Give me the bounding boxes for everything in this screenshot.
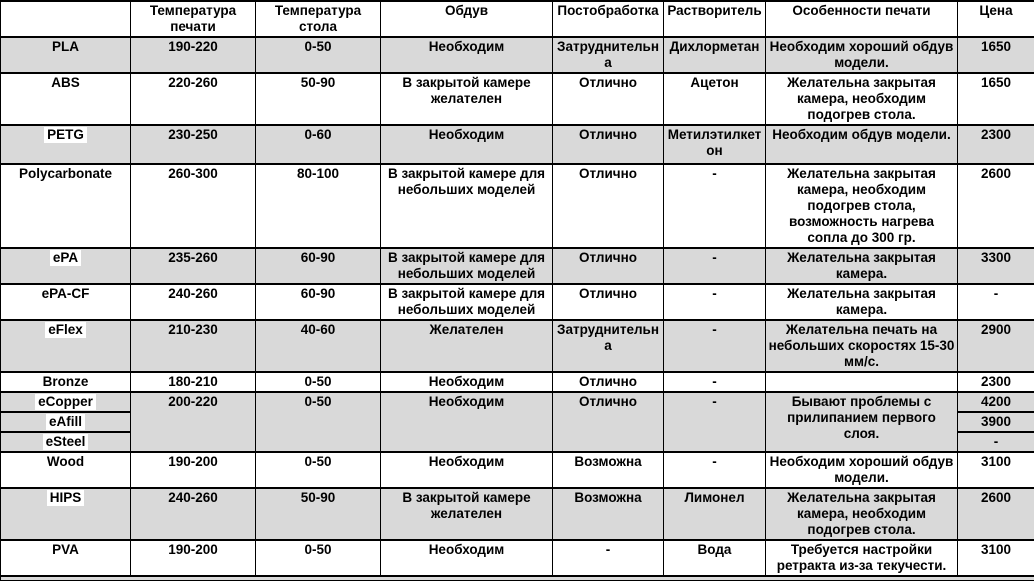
table-row — [1, 392, 1034, 412]
solvent-cell: - — [664, 392, 766, 452]
material-name-cell — [1, 73, 131, 125]
price-cell: - — [958, 284, 1034, 320]
material-name: eSteel — [43, 434, 89, 450]
temp-print-cell: 210-230 — [131, 320, 256, 372]
price-cell: 3300 — [958, 248, 1034, 284]
temp-print-cell: 240-260 — [131, 488, 256, 540]
solvent-cell: - — [664, 284, 766, 320]
material-name-cell — [1, 284, 131, 320]
temp-bed-cell: 0-50 — [256, 372, 381, 392]
cooling-cell: Необходим — [381, 37, 553, 73]
temp-print-cell: 235-260 — [131, 248, 256, 284]
price-cell: 4200 — [958, 392, 1034, 412]
table-row — [1, 488, 1034, 540]
temp-print-cell: 180-210 — [131, 372, 256, 392]
header-features: Особенности печати — [766, 1, 958, 37]
postprocessing-cell: Затруднительна — [553, 37, 664, 73]
temp-print-cell: 220-260 — [131, 73, 256, 125]
material-name-cell — [1, 412, 131, 432]
solvent-cell: Вода — [664, 540, 766, 576]
features-cell: Желательна закрытая камера. — [766, 284, 958, 320]
material-name-cell — [1, 452, 131, 488]
price-cell: 3100 — [958, 540, 1034, 576]
solvent-cell: Дихлорметан — [664, 37, 766, 73]
solvent-cell: - — [664, 372, 766, 392]
price-cell: 2300 — [958, 125, 1034, 164]
postprocessing-cell: Возможна — [553, 488, 664, 540]
material-name: ePA-CF — [41, 286, 90, 301]
features-cell: Бывают проблемы с прилипанием первого слоя. — [766, 392, 958, 452]
cooling-cell: В закрытой камере для небольших моделей — [381, 284, 553, 320]
temp-print-cell: 230-250 — [131, 125, 256, 164]
cooling-cell: В закрытой камере желателен — [381, 488, 553, 540]
material-name-cell — [1, 320, 131, 372]
postprocessing-cell: Отлично — [553, 372, 664, 392]
temp-print-cell: 190-220 — [131, 37, 256, 73]
table-row — [1, 248, 1034, 284]
material-name: ABS — [51, 75, 80, 90]
features-cell: Необходим хороший обдув модели. — [766, 37, 958, 73]
features-cell — [766, 372, 958, 392]
price-cell: 3900 — [958, 412, 1034, 432]
postprocessing-cell: Отлично — [553, 125, 664, 164]
material-name: PVA — [52, 542, 79, 557]
table-row — [1, 73, 1034, 125]
table-row — [1, 452, 1034, 488]
temp-print-cell: 260-300 — [131, 164, 256, 248]
material-name-cell — [1, 372, 131, 392]
solvent-cell: Лимонел — [664, 488, 766, 540]
material-name: Polycarbonate — [18, 166, 113, 181]
postprocessing-cell: Отлично — [553, 392, 664, 452]
table-row — [1, 125, 1034, 164]
solvent-cell: - — [664, 452, 766, 488]
temp-bed-cell: 0-50 — [256, 392, 381, 452]
features-cell: Желательна закрытая камера, необходим подогрев стола. — [766, 73, 958, 125]
solvent-cell: - — [664, 248, 766, 284]
cooling-cell: В закрытой камере для небольших моделей — [381, 164, 553, 248]
price-cell: 2600 — [958, 164, 1034, 248]
cooling-cell: В закрытой камере для небольших моделей — [381, 248, 553, 284]
solvent-cell: Ацетон — [664, 73, 766, 125]
cooling-cell: Желателен — [381, 320, 553, 372]
material-name: HIPS — [47, 490, 85, 506]
features-cell: Желательна закрытая камера, необходим подогрев стола, возможность нагрева сопла до 300 гр. — [766, 164, 958, 248]
temp-bed-cell: 50-90 — [256, 488, 381, 540]
material-name: PLA — [52, 39, 79, 54]
cooling-cell: В закрытой камере желателен — [381, 73, 553, 125]
price-cell: 3100 — [958, 452, 1034, 488]
table-row — [1, 37, 1034, 73]
features-cell: Желательна закрытая камера, необходим подогрев стола. — [766, 488, 958, 540]
postprocessing-cell: Затруднительна — [553, 320, 664, 372]
features-cell: Необходим обдув модели. — [766, 125, 958, 164]
cooling-cell: Необходим — [381, 452, 553, 488]
price-cell: 2600 — [958, 488, 1034, 540]
header-row — [1, 1, 1034, 37]
table-row — [1, 284, 1034, 320]
material-name-cell — [1, 392, 131, 412]
material-name-cell — [1, 432, 131, 452]
header-price: Цена — [958, 1, 1034, 37]
material-name: PETG — [44, 127, 87, 143]
postprocessing-cell: Отлично — [553, 73, 664, 125]
material-name-cell — [1, 164, 131, 248]
price-cell: 2900 — [958, 320, 1034, 372]
temp-print-cell: 240-260 — [131, 284, 256, 320]
features-cell: Необходим хороший обдув модели. — [766, 452, 958, 488]
material-name: Bronze — [42, 374, 89, 389]
cooling-cell: Необходим — [381, 125, 553, 164]
header-temp-bed: Температура стола — [256, 1, 381, 37]
table-row — [1, 164, 1034, 248]
solvent-cell: - — [664, 320, 766, 372]
postprocessing-cell: Отлично — [553, 164, 664, 248]
temp-bed-cell: 0-50 — [256, 37, 381, 73]
material-name-cell — [1, 248, 131, 284]
features-cell: Желательна закрытая камера. — [766, 248, 958, 284]
table-row — [1, 320, 1034, 372]
table-row — [1, 540, 1034, 576]
material-name-cell — [1, 37, 131, 73]
material-name-cell — [1, 488, 131, 540]
table-row — [1, 372, 1034, 392]
solvent-cell: - — [664, 164, 766, 248]
postprocessing-cell: Отлично — [553, 248, 664, 284]
material-name-cell — [1, 125, 131, 164]
cooling-cell: Необходим — [381, 540, 553, 576]
postprocessing-cell: Отлично — [553, 284, 664, 320]
temp-print-cell: 190-200 — [131, 452, 256, 488]
material-name: eCopper — [35, 394, 96, 410]
temp-bed-cell: 0-60 — [256, 125, 381, 164]
cooling-cell: Необходим — [381, 372, 553, 392]
cooling-cell: Необходим — [381, 392, 553, 452]
material-name: eAfill — [46, 414, 85, 430]
header-temp-print: Температура печати — [131, 1, 256, 37]
material-name: ePA — [50, 250, 81, 266]
material-name: eFlex — [45, 322, 86, 338]
postprocessing-cell: - — [553, 540, 664, 576]
price-cell: 1650 — [958, 73, 1034, 125]
material-name: Wood — [46, 454, 85, 469]
temp-bed-cell: 60-90 — [256, 248, 381, 284]
price-cell: 1650 — [958, 37, 1034, 73]
solvent-cell: Метилэтилкетон — [664, 125, 766, 164]
temp-print-cell: 190-200 — [131, 540, 256, 576]
temp-bed-cell: 0-50 — [256, 540, 381, 576]
material-name-cell — [1, 540, 131, 576]
temp-print-cell: 200-220 — [131, 392, 256, 452]
temp-bed-cell: 0-50 — [256, 452, 381, 488]
header-material — [1, 1, 131, 37]
price-cell: - — [958, 432, 1034, 452]
header-cooling: Обдув — [381, 1, 553, 37]
price-cell: 2300 — [958, 372, 1034, 392]
partial-next-row — [1, 576, 1034, 581]
temp-bed-cell: 60-90 — [256, 284, 381, 320]
features-cell: Требуется настройки ретракта из-за текучести. — [766, 540, 958, 576]
partial-row-cell — [1, 576, 1034, 581]
postprocessing-cell: Возможна — [553, 452, 664, 488]
temp-bed-cell: 50-90 — [256, 73, 381, 125]
temp-bed-cell: 80-100 — [256, 164, 381, 248]
temp-bed-cell: 40-60 — [256, 320, 381, 372]
features-cell: Желательна печать на небольших скоростях 15-30 мм/с. — [766, 320, 958, 372]
header-solvent: Растворитель — [664, 1, 766, 37]
header-postprocessing: Постобработка — [553, 1, 664, 37]
